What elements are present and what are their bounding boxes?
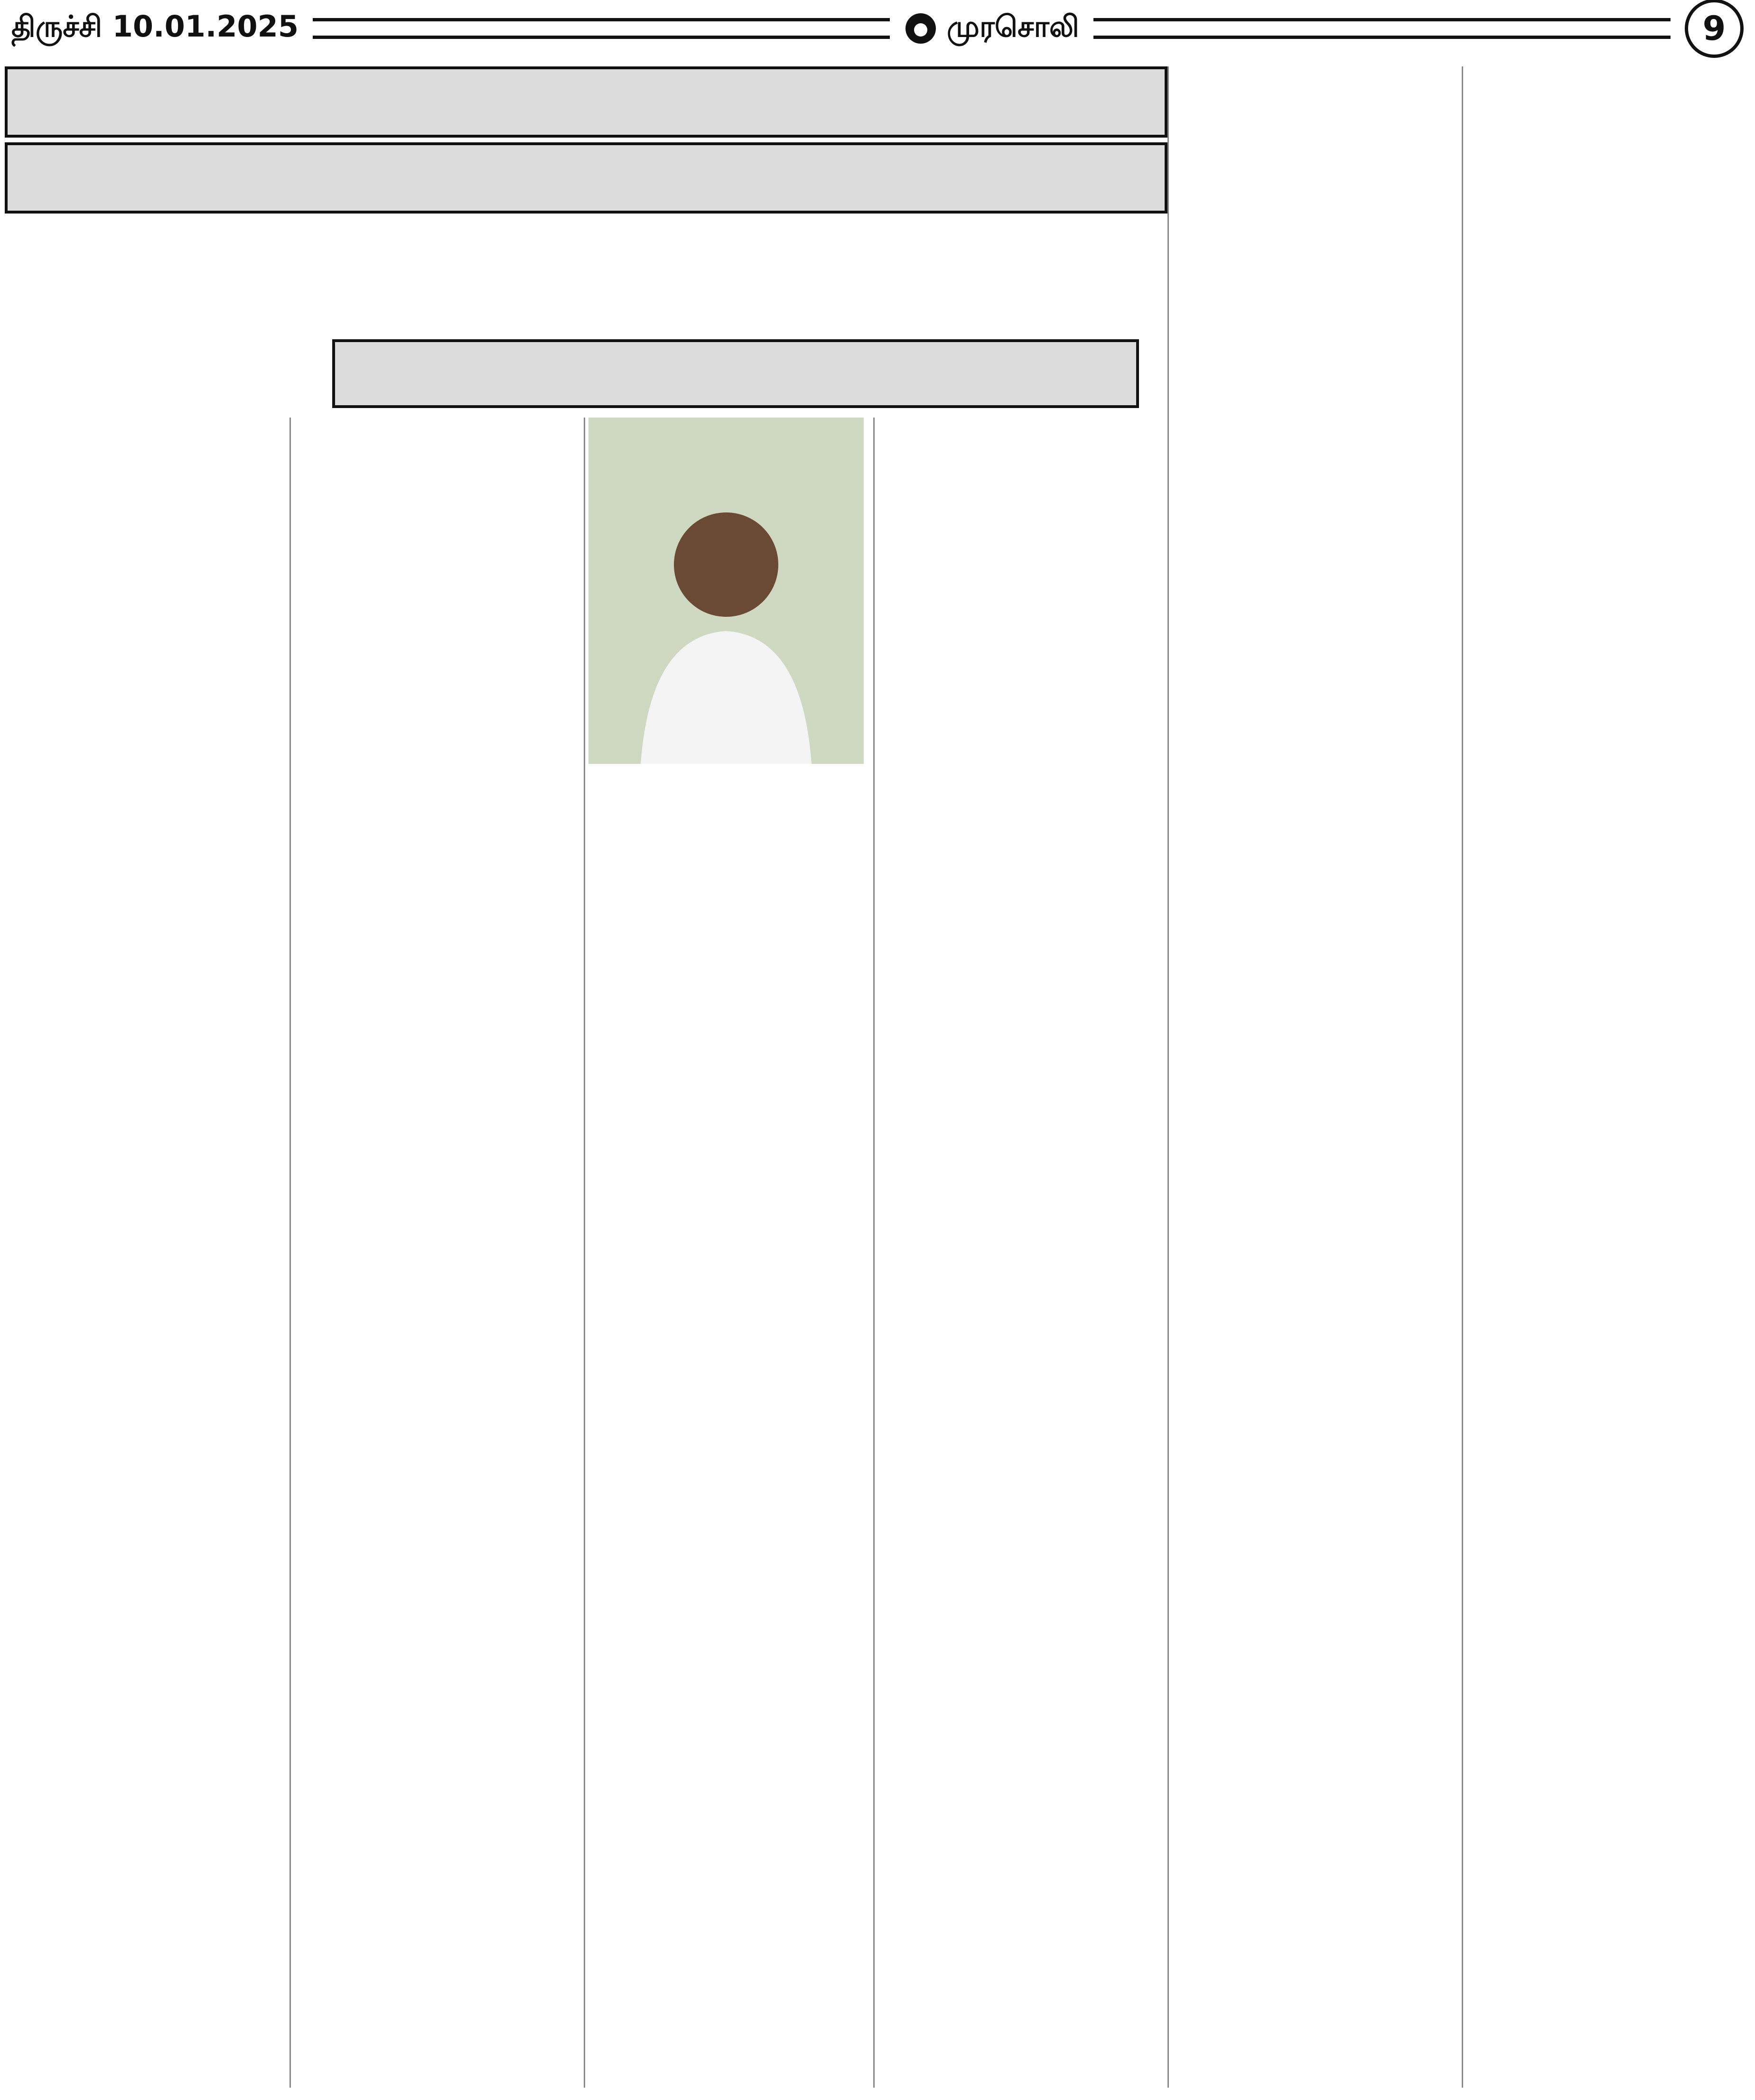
column-divider <box>1462 66 1463 2088</box>
subheadline <box>332 339 1139 408</box>
speaker-photo <box>588 418 864 764</box>
column-divider <box>873 418 875 2088</box>
edition-date: திருச்சி 10.01.2025 <box>11 9 299 44</box>
article-column-4 <box>1172 66 1457 2088</box>
masthead-rule-left <box>313 18 890 39</box>
article-column-3 <box>878 418 1158 2088</box>
article-column-2 <box>294 418 574 2088</box>
masthead <box>0 0 1755 57</box>
article-column-5 <box>1466 66 1751 2088</box>
column-divider <box>584 418 585 2088</box>
page-number: 9 <box>1685 0 1744 58</box>
column-divider <box>1167 66 1169 2088</box>
headline-line-1 <box>5 66 1167 138</box>
paper-logo <box>904 9 1079 48</box>
article-column-1 <box>5 418 285 2088</box>
person-silhouette-icon <box>631 479 821 764</box>
masthead-rule-right <box>1093 18 1671 39</box>
article-column-photo-continuation <box>588 773 868 2088</box>
headline-main <box>5 218 1167 332</box>
rising-sun-icon <box>904 12 937 45</box>
column-divider <box>289 418 291 2088</box>
paper-name: முரசொலி <box>946 9 1079 44</box>
headline-line-2 <box>5 142 1167 214</box>
